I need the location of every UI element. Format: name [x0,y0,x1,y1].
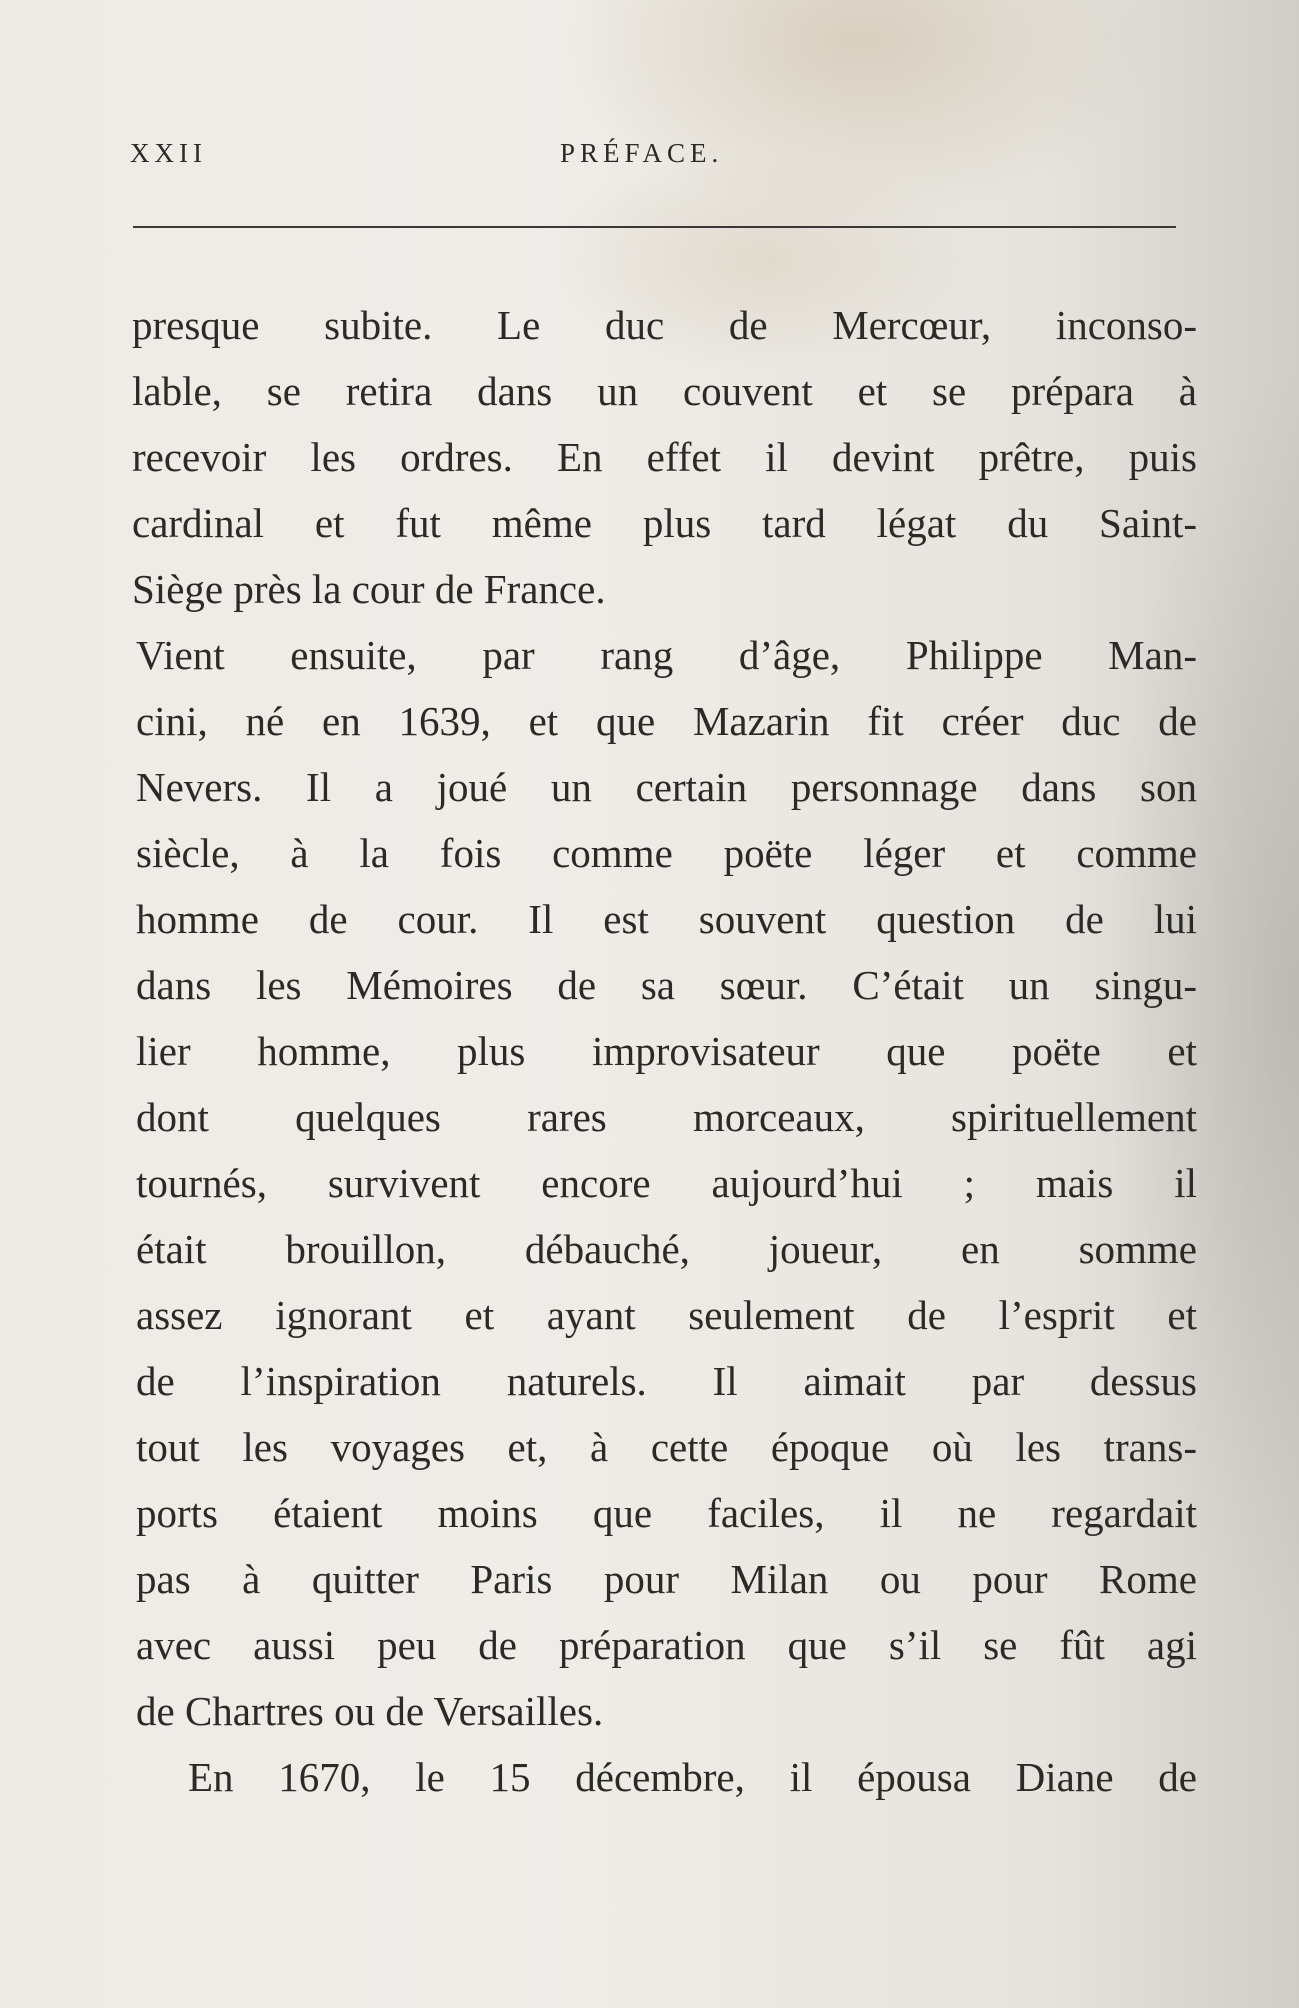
page-number: XXII [130,138,207,168]
text-line: recevoir les ordres. En effet il devint prêtre, puis [132,434,1197,480]
text-line: pas à quitter Paris pour Milan ou pour Rome [136,1556,1197,1602]
text-line: de l’inspiration naturels. Il aimait par dessus [136,1358,1197,1404]
text-line: homme de cour. Il est souvent question de lui [136,896,1197,942]
header-rule [133,226,1176,228]
paragraph-1 [132,292,1197,622]
text-line: ports étaient moins que faciles, il ne regardait [136,1490,1197,1536]
text-line: siècle, à la fois comme poëte léger et comme [136,830,1197,876]
running-head [130,138,1175,178]
body-text [132,292,1197,1810]
text-line: tout les voyages et, à cette époque où les trans- [136,1424,1197,1470]
text-line: tournés, survivent encore aujourd’hui ; mais il [136,1160,1197,1206]
text-line: avec aussi peu de préparation que s’il se fût agi [136,1622,1197,1668]
text-line: était brouillon, débauché, joueur, en somme [136,1226,1197,1272]
paragraph-2 [132,622,1197,1744]
text-line: lier homme, plus improvisateur que poëte et [136,1028,1197,1074]
text-line: En 1670, le 15 décembre, il épousa Diane de [188,1754,1197,1800]
text-line: dans les Mémoires de sa sœur. C’était un singu- [136,962,1197,1008]
text-line: assez ignorant et ayant seulement de l’esprit et [136,1292,1197,1338]
text-line: Siège près la cour de France. [132,566,606,612]
text-line: Vient ensuite, par rang d’âge, Philippe Man- [136,632,1197,678]
text-line: de Chartres ou de Versailles. [136,1688,604,1734]
text-line: cini, né en 1639, et que Mazarin fit créer duc de [136,698,1197,744]
text-line: cardinal et fut même plus tard légat du Saint- [132,500,1197,546]
text-line: Nevers. Il a joué un certain personnage dans son [136,764,1197,810]
text-line: dont quelques rares morceaux, spirituellement [136,1094,1197,1140]
text-line: presque subite. Le duc de Mercœur, inconso- [132,302,1197,348]
text-line: lable, se retira dans un couvent et se prépara à [132,368,1197,414]
paragraph-3 [132,1744,1197,1810]
running-title: PRÉFACE. [560,138,724,168]
